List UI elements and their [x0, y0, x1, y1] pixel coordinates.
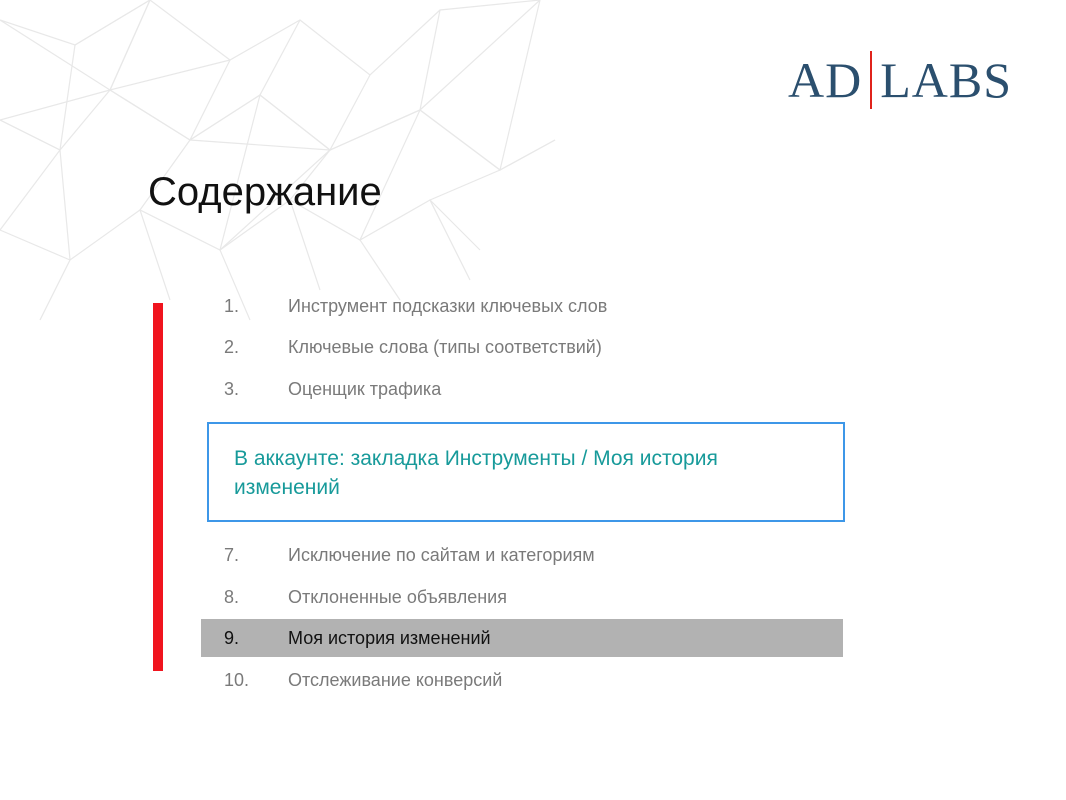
callout-text: В аккаунте: закладка Инструменты / Моя история изменений [234, 447, 718, 499]
toc-label: Моя история изменений [288, 627, 491, 648]
logo-left-text: AD [788, 52, 863, 108]
toc-label: Исключение по сайтам и категориям [288, 544, 595, 565]
toc-item-9-active [201, 619, 843, 657]
toc-number: 3. [224, 378, 240, 399]
toc-number: 8. [224, 586, 240, 607]
toc-label: Отслеживание конверсий [288, 669, 503, 690]
accent-bar [153, 303, 163, 671]
toc-label: Инструмент подсказки ключевых слов [288, 295, 608, 316]
logo-separator [870, 51, 872, 109]
toc-item-8 [201, 578, 843, 616]
toc-item-1 [201, 287, 843, 325]
toc-number: 1. [224, 295, 240, 316]
toc-number: 10. [224, 669, 250, 690]
callout-box [207, 422, 845, 522]
toc-label: Оценщик трафика [288, 378, 442, 399]
adlabs-logo [788, 50, 1012, 110]
toc-number: 2. [224, 336, 240, 357]
logo-right-text: LABS [880, 52, 1013, 108]
toc-item-10 [201, 661, 843, 699]
slide-title: Содержание [148, 170, 382, 214]
toc-label: Ключевые слова (типы соответствий) [288, 336, 602, 357]
toc-label: Отклоненные объявления [288, 586, 507, 607]
background-mesh-pattern [0, 0, 560, 330]
toc-item-3 [201, 370, 843, 408]
toc-number: 9. [224, 627, 240, 648]
toc-item-7 [201, 536, 843, 574]
toc-item-2 [201, 328, 843, 366]
toc-number: 7. [224, 544, 240, 565]
